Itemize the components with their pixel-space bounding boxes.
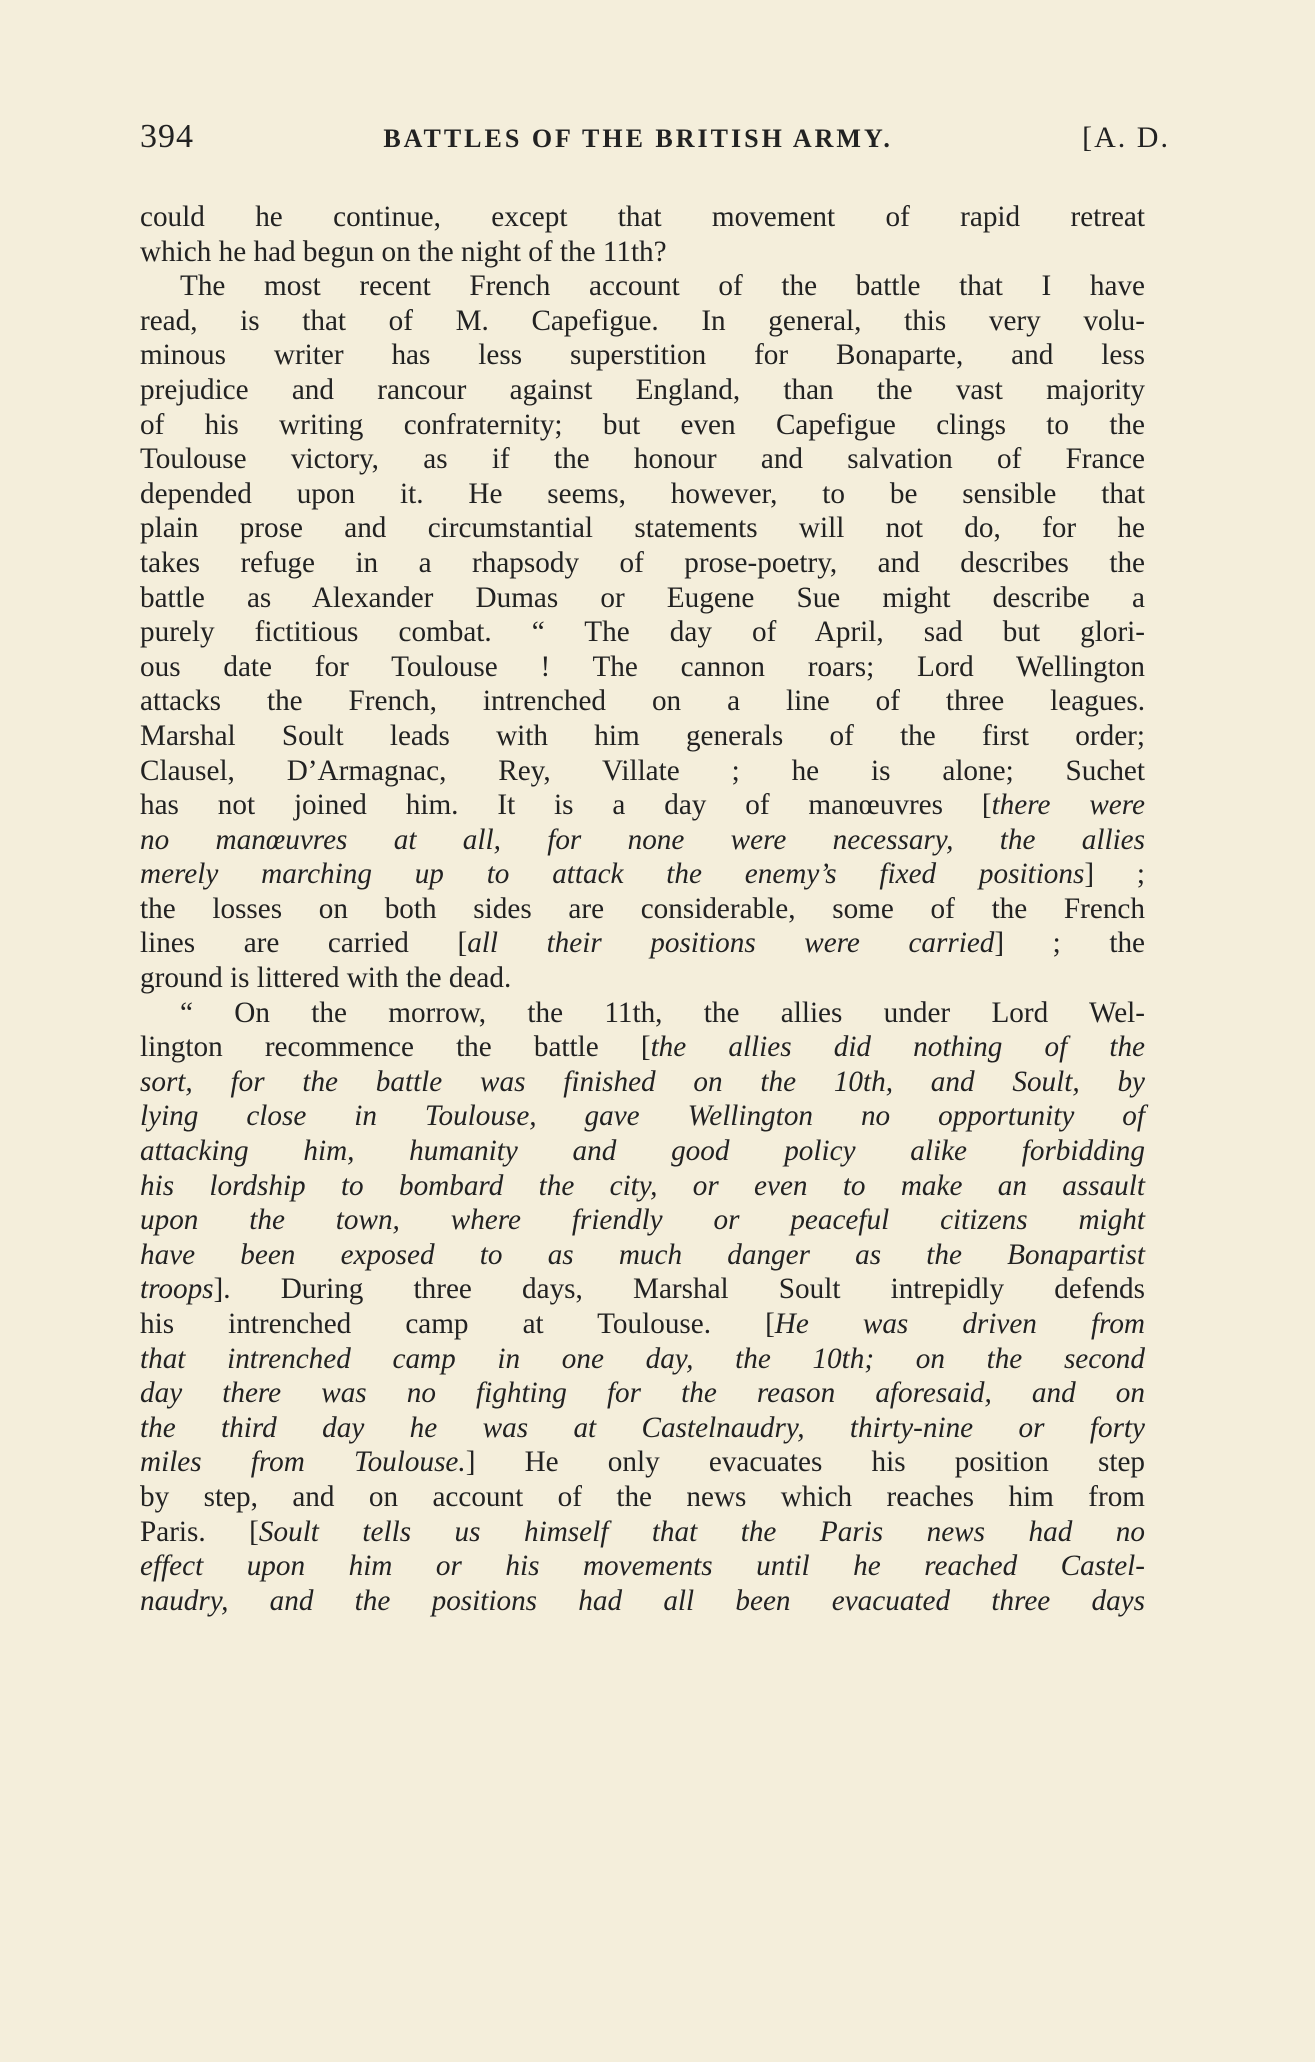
running-title: BATTLES OF THE BRITISH ARMY. bbox=[383, 124, 893, 153]
text-segment: minous writer has less superstition for Bonaparte, and less bbox=[140, 339, 1145, 372]
text-line bbox=[140, 1169, 1145, 1204]
text-line bbox=[140, 1549, 1145, 1584]
italic-text: all their positions were carried bbox=[467, 927, 995, 960]
text-segment: ] He only evacuates his position step bbox=[465, 1446, 1145, 1479]
text-line bbox=[140, 1272, 1145, 1307]
text-line bbox=[140, 719, 1145, 754]
text-segment: could he continue, except that movement of rapid retreat bbox=[140, 201, 1145, 233]
italic-text: effect upon him or his movements until he reached Castel- bbox=[140, 1550, 1145, 1583]
text-segment: The most recent French account of the battle that I have bbox=[180, 270, 1145, 303]
text-segment: his intrenched camp at Toulouse. [ bbox=[140, 1308, 775, 1340]
italic-text: sort, for the battle was finished on the 10th, and Soult, by bbox=[140, 1065, 1145, 1098]
text-segment: ous date for Toulouse ! The cannon roars; Lord Wellington bbox=[140, 650, 1145, 683]
text-segment: Marshal Soult leads with him generals of the first order; bbox=[140, 719, 1145, 752]
italic-text: the allies did nothing of the bbox=[650, 1031, 1145, 1064]
text-line bbox=[140, 926, 1145, 961]
text-line bbox=[140, 546, 1145, 581]
text-line bbox=[140, 235, 1145, 270]
text-line bbox=[140, 1411, 1145, 1446]
italic-text: He was driven from bbox=[774, 1308, 1145, 1340]
text-segment: ground is littered with the dead. bbox=[140, 962, 512, 995]
text-segment: ] ; bbox=[1084, 858, 1145, 891]
italic-text: miles from Toulouse. bbox=[140, 1446, 466, 1479]
italic-text: day there was no fighting for the reason aforesaid, and on bbox=[140, 1377, 1145, 1410]
text-line bbox=[140, 1030, 1145, 1065]
text-line bbox=[140, 754, 1145, 789]
italic-text: lying close in Toulouse, gave Wellington no opportunity of bbox=[140, 1100, 1145, 1133]
text-line bbox=[140, 304, 1145, 339]
text-segment: Paris. [ bbox=[140, 1515, 259, 1548]
italic-text: the third day he was at Castelnaudry, thirty-nine or forty bbox=[140, 1411, 1145, 1444]
text-line bbox=[140, 269, 1145, 304]
text-segment: of his writing confraternity; but even Capefigue clings to the bbox=[140, 408, 1145, 441]
italic-text: troops bbox=[140, 1273, 214, 1306]
text-segment: by step, and on account of the news which reaches him from bbox=[140, 1480, 1145, 1513]
text-line bbox=[140, 477, 1145, 512]
text-line bbox=[140, 373, 1145, 408]
text-segment: which he had begun on the night of the 11th? bbox=[140, 235, 667, 268]
text-line bbox=[140, 442, 1145, 477]
text-line bbox=[140, 892, 1145, 927]
italic-text: attacking him, humanity and good policy alike forbidding bbox=[140, 1135, 1145, 1168]
text-line bbox=[140, 200, 1145, 235]
text-line bbox=[140, 1065, 1145, 1100]
text-line bbox=[140, 408, 1145, 443]
text-line bbox=[140, 615, 1145, 650]
text-segment: has not joined him. It is a day of manœuvres [ bbox=[140, 789, 992, 822]
italic-text: Soult tells us himself that the Paris news had no bbox=[258, 1515, 1145, 1548]
text-line bbox=[140, 1099, 1145, 1134]
text-line bbox=[140, 338, 1145, 373]
text-line bbox=[140, 1307, 1145, 1342]
text-line bbox=[140, 788, 1145, 823]
text-line bbox=[140, 857, 1145, 892]
text-segment: prejudice and rancour against England, than the vast majority bbox=[140, 373, 1145, 406]
text-segment: takes refuge in a rhapsody of prose-poetry, and describes the bbox=[140, 546, 1145, 579]
text-line bbox=[140, 511, 1145, 546]
text-line bbox=[140, 996, 1145, 1031]
text-segment: depended upon it. He seems, however, to be sensible that bbox=[140, 477, 1145, 510]
text-line bbox=[140, 1342, 1145, 1377]
text-segment: attacks the French, intrenched on a line of three leagues. bbox=[140, 685, 1145, 718]
italic-text: have been exposed to as much danger as the Bonapartist bbox=[140, 1238, 1145, 1271]
text-line bbox=[140, 650, 1145, 685]
text-segment: battle as Alexander Dumas or Eugene Sue might describe a bbox=[140, 581, 1145, 614]
text-segment: the losses on both sides are considerable, some of the French bbox=[140, 892, 1145, 925]
italic-text: upon the town, where friendly or peaceful citizens might bbox=[140, 1204, 1145, 1237]
body-text bbox=[140, 200, 1145, 1618]
text-line bbox=[140, 684, 1145, 719]
running-head bbox=[140, 118, 1170, 168]
text-segment: plain prose and circumstantial statements will not do, for he bbox=[140, 512, 1145, 545]
italic-text: his lordship to bombard the city, or even to make an assault bbox=[140, 1169, 1145, 1202]
text-line bbox=[140, 1515, 1145, 1550]
text-line bbox=[140, 1445, 1145, 1480]
italic-text: no manœuvres at all, for none were necessary, the allies bbox=[140, 823, 1145, 856]
text-line bbox=[140, 1584, 1145, 1619]
text-segment: ] ; the bbox=[994, 927, 1146, 960]
italic-text: that intrenched camp in one day, the 10th; on the second bbox=[140, 1342, 1145, 1375]
text-line bbox=[140, 1203, 1145, 1238]
text-segment: lington recommence the battle [ bbox=[140, 1031, 651, 1064]
text-line bbox=[140, 1376, 1145, 1411]
text-segment: lines are carried [ bbox=[140, 927, 468, 960]
text-line bbox=[140, 581, 1145, 616]
text-segment: Toulouse victory, as if the honour and salvation of France bbox=[140, 443, 1145, 476]
text-segment: Clausel, D’Armagnac, Rey, Villate ; he is alone; Suchet bbox=[140, 754, 1145, 787]
italic-text: there were bbox=[991, 789, 1145, 822]
text-line bbox=[140, 823, 1145, 858]
italic-text: merely marching up to attack the enemy’s fixed positions bbox=[140, 858, 1085, 891]
text-line bbox=[140, 1238, 1145, 1273]
page-number: 394 bbox=[140, 118, 194, 155]
text-segment: read, is that of M. Capefigue. In general, this very volu- bbox=[140, 304, 1145, 337]
text-line bbox=[140, 961, 1145, 996]
text-segment: ]. During three days, Marshal Soult intrepidly defends bbox=[213, 1273, 1145, 1306]
text-segment: purely fictitious combat. “ The day of April, sad but glori- bbox=[140, 616, 1145, 649]
text-line bbox=[140, 1480, 1145, 1515]
text-line bbox=[140, 1134, 1145, 1169]
italic-text: naudry, and the positions had all been evacuated three days bbox=[140, 1584, 1145, 1617]
text-segment: “ On the morrow, the 11th, the allies under Lord Wel- bbox=[180, 996, 1145, 1029]
date-bracket: [A. D. bbox=[1082, 121, 1170, 154]
